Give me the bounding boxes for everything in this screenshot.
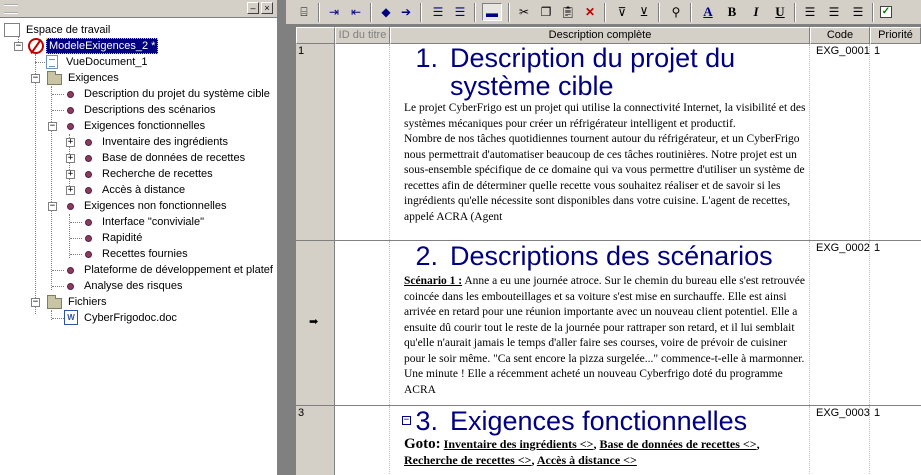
table-row[interactable] <box>296 406 921 475</box>
checkbox-icon[interactable]: ✓ <box>881 6 891 17</box>
delete-icon[interactable]: ✕ <box>584 5 596 19</box>
close-icon[interactable]: × <box>261 2 273 14</box>
collapse-icon[interactable]: − <box>32 73 39 83</box>
grid-header <box>296 27 921 44</box>
toolbar <box>286 0 921 25</box>
folder-icon <box>47 298 62 309</box>
copy-icon[interactable]: ❐ <box>540 5 552 19</box>
requirement-icon <box>67 267 74 274</box>
model-icon <box>28 38 44 54</box>
workspace-tree <box>0 18 277 475</box>
tree-item-requirement[interactable]: Interface "conviviale" <box>4 214 274 230</box>
column-header-priority[interactable]: Priorité <box>870 27 921 44</box>
align-right-icon[interactable]: ☰ <box>852 5 864 19</box>
scenario-label: Scénario 1 : <box>404 275 463 287</box>
goto-label: Goto: <box>404 436 441 452</box>
arrow-right-icon[interactable]: ➔ <box>400 5 412 19</box>
requirement-icon <box>67 123 74 130</box>
requirement-icon <box>85 187 92 194</box>
header-corner[interactable] <box>296 27 335 44</box>
underline-button[interactable]: U <box>775 4 785 19</box>
find-icon[interactable]: ⚲ <box>671 5 681 19</box>
align-left-icon[interactable]: ☰ <box>804 5 816 19</box>
requirement-icon <box>67 283 74 290</box>
tree-item-model[interactable]: − ModeleExigences_2 * <box>4 38 274 54</box>
expand-icon[interactable]: + <box>67 185 74 195</box>
title-cell[interactable] <box>335 241 390 405</box>
outdent-icon[interactable]: ⇤ <box>350 5 362 19</box>
heading-number: 3. <box>415 406 438 436</box>
current-row-arrow-icon: ➡ <box>309 316 319 328</box>
align-lines2-icon[interactable]: ☰ <box>454 5 466 19</box>
tree-item-requirement[interactable]: + Recherche de recettes <box>67 168 213 180</box>
minimize-icon[interactable]: ‒ <box>247 2 259 14</box>
tree-item-requirement[interactable]: + Base de données de recettes <box>67 152 246 164</box>
code-cell[interactable]: EXG_0001 <box>810 44 870 240</box>
code-cell[interactable]: EXG_0003 <box>810 406 870 475</box>
row-number[interactable]: 1 <box>296 44 335 240</box>
goto-link-base-recettes[interactable]: Base de données de recettes <> <box>599 437 757 451</box>
goto-links: Goto: Inventaire des ingrédients <>, Base de données de recettes <>, Recherche de recettes <>, Accès à distance <> <box>404 436 760 467</box>
requirement-icon <box>85 235 92 242</box>
heading-number: 2. <box>415 241 438 271</box>
expand-icon[interactable]: + <box>67 153 74 163</box>
underline-bar-icon[interactable]: ▬ <box>482 3 502 21</box>
grip-icon[interactable] <box>4 4 18 14</box>
tree-item-files-folder[interactable]: − Fichiers <box>32 296 107 308</box>
tree-item-view[interactable]: VueDocument_1 <box>4 54 274 70</box>
priority-cell[interactable]: 1 <box>874 45 881 57</box>
tree-item-workspace[interactable]: Espace de travail <box>4 22 274 38</box>
row-number[interactable] <box>296 241 335 405</box>
filter-sort-icon[interactable]: ⊻ <box>639 5 649 19</box>
heading-text: Descriptions des scénarios <box>450 241 773 271</box>
align-center-icon[interactable]: ☰ <box>828 5 840 19</box>
arrow-left-icon[interactable]: ◆ <box>381 5 391 19</box>
heading-number: 1. <box>415 44 438 73</box>
workspace-icon <box>4 23 20 37</box>
requirement-icon <box>85 251 92 258</box>
collapse-icon[interactable]: − <box>15 41 22 51</box>
description-text: Scénario 1 : Anne a eu une journée atroce. Sur le chemin du bureau elle s'est retrouvée coincée dans les embouteillages et sa voiture s'est mise en surchauffe. Elle est ainsi arrivée en retard pour une réunion importante avec un nouveau client potentiel. Elle a ensuite dû courir tout le reste de la journée pour rattraper son retard, et il lui semblait qu'elle n'aurait jamais le temps d'aller faire ses courses, voire de prévoir de cuisiner pour le soir même. "Ca sent encore la pizza surgelée..." commence-t-elle à marmonner. Une minute ! Elle a récemment acheté un nouveau Cyberfrigo doté du programme ACRA <box>404 275 805 396</box>
description-cell[interactable] <box>390 241 810 405</box>
workspace-panel-titlebar <box>0 0 277 18</box>
indent-icon[interactable]: ⇥ <box>328 5 340 19</box>
requirement-icon <box>67 107 74 114</box>
requirement-icon <box>85 171 92 178</box>
requirement-icon <box>67 91 74 98</box>
requirement-heading <box>404 44 809 100</box>
expand-icon[interactable]: + <box>67 137 74 147</box>
collapse-icon[interactable]: − <box>32 297 39 307</box>
paste-icon[interactable]: 📋︎ <box>560 5 576 19</box>
requirement-heading <box>404 241 809 271</box>
priority-cell[interactable]: 1 <box>874 407 881 419</box>
goto-link-acces-distance[interactable]: Accès à distance <> <box>536 453 637 467</box>
column-header-code[interactable]: Code <box>810 27 870 44</box>
tree-item-requirement[interactable]: Recettes fournies <box>4 246 274 262</box>
row-number[interactable]: 3 <box>296 406 335 475</box>
italic-button[interactable]: I <box>753 4 759 19</box>
requirement-icon <box>67 203 74 210</box>
properties-icon[interactable]: ⌸ <box>300 5 308 19</box>
column-header-description[interactable]: Description complète <box>390 27 810 44</box>
requirement-icon <box>85 155 92 162</box>
code-cell[interactable]: EXG_0002 <box>810 241 870 405</box>
heading-text: Exigences fonctionnelles <box>450 406 748 436</box>
align-lines-icon[interactable]: ☰ <box>432 5 444 19</box>
table-row[interactable] <box>296 241 921 406</box>
bold-button[interactable]: B <box>727 4 737 19</box>
table-row[interactable] <box>296 44 921 241</box>
tree-item-requirement[interactable]: − Exigences fonctionnelles <box>49 120 206 132</box>
tree-item-requirement[interactable]: Analyse des risques <box>4 278 274 294</box>
document-view <box>286 0 921 475</box>
expand-icon[interactable]: + <box>67 169 74 179</box>
goto-link-inventaire[interactable]: Inventaire des ingrédients <> <box>443 437 594 451</box>
tree-item-requirement[interactable]: − Exigences non fonctionnelles <box>49 200 227 212</box>
description-text: Le projet CyberFrigo est un projet qui utilise la connectivité Internet, la visibilité et des systèmes mécaniques pour créer un réfrigérateur intelligent et productif. <box>404 102 806 130</box>
priority-cell[interactable]: 1 <box>874 242 881 254</box>
filter-icon[interactable]: ⊽ <box>617 5 627 19</box>
document-view-icon <box>46 55 58 69</box>
collapse-icon[interactable]: − <box>49 201 56 211</box>
column-header-title[interactable]: ID du titre <box>335 27 390 44</box>
collapse-icon[interactable]: − <box>49 121 56 131</box>
tree-item-requirement[interactable]: Descriptions des scénarios <box>4 102 274 118</box>
collapse-section-icon[interactable]: − <box>403 415 410 425</box>
word-document-icon: W <box>64 310 78 325</box>
tree-item-file[interactable]: W CyberFrigodoc.doc <box>4 310 274 326</box>
tree-item-requirement[interactable]: Description du projet du système cible <box>4 86 274 102</box>
description-cell[interactable] <box>390 44 810 240</box>
title-cell[interactable] <box>335 44 390 240</box>
description-text: Nombre de nos tâches quotidiennes tournent autour du réfrigérateur, et un CyberFrigo nous permettrait d'automatiser beaucoup de ces tâches routinières. Notre projet est un sous-ensemble spécifique de ce domaine qui va vous permettre d'utiliser un système de recettes afin de déterminer quelle recette vous souhaitez réaliser et de savoir si les ingrédients qu'elle nécessite sont disponibles dans votre cuisine. L'agent de recettes, appelé ACRA (Agent <box>404 133 805 223</box>
tree-item-requirements-folder[interactable]: − Exigences <box>32 72 119 84</box>
title-cell[interactable] <box>335 406 390 475</box>
font-color-icon[interactable]: A <box>703 4 713 19</box>
folder-icon <box>47 74 62 85</box>
requirement-heading <box>404 406 809 436</box>
tree-item-requirement[interactable]: + Accès à distance <box>67 184 186 196</box>
goto-link-recherche[interactable]: Recherche de recettes <> <box>404 453 532 467</box>
requirement-icon <box>85 219 92 226</box>
requirement-icon <box>85 139 92 146</box>
heading-text: Description du projet du système cible <box>450 44 736 101</box>
tree-item-requirement[interactable]: Rapidité <box>4 230 274 246</box>
cut-icon[interactable]: ✂ <box>518 5 530 19</box>
tree-item-requirement[interactable]: + Inventaire des ingrédients <box>67 136 228 148</box>
requirements-grid <box>296 27 921 475</box>
tree-item-requirement[interactable]: Plateforme de développement et platef <box>4 262 274 278</box>
description-cell[interactable] <box>390 406 810 475</box>
workspace-panel <box>0 0 278 475</box>
